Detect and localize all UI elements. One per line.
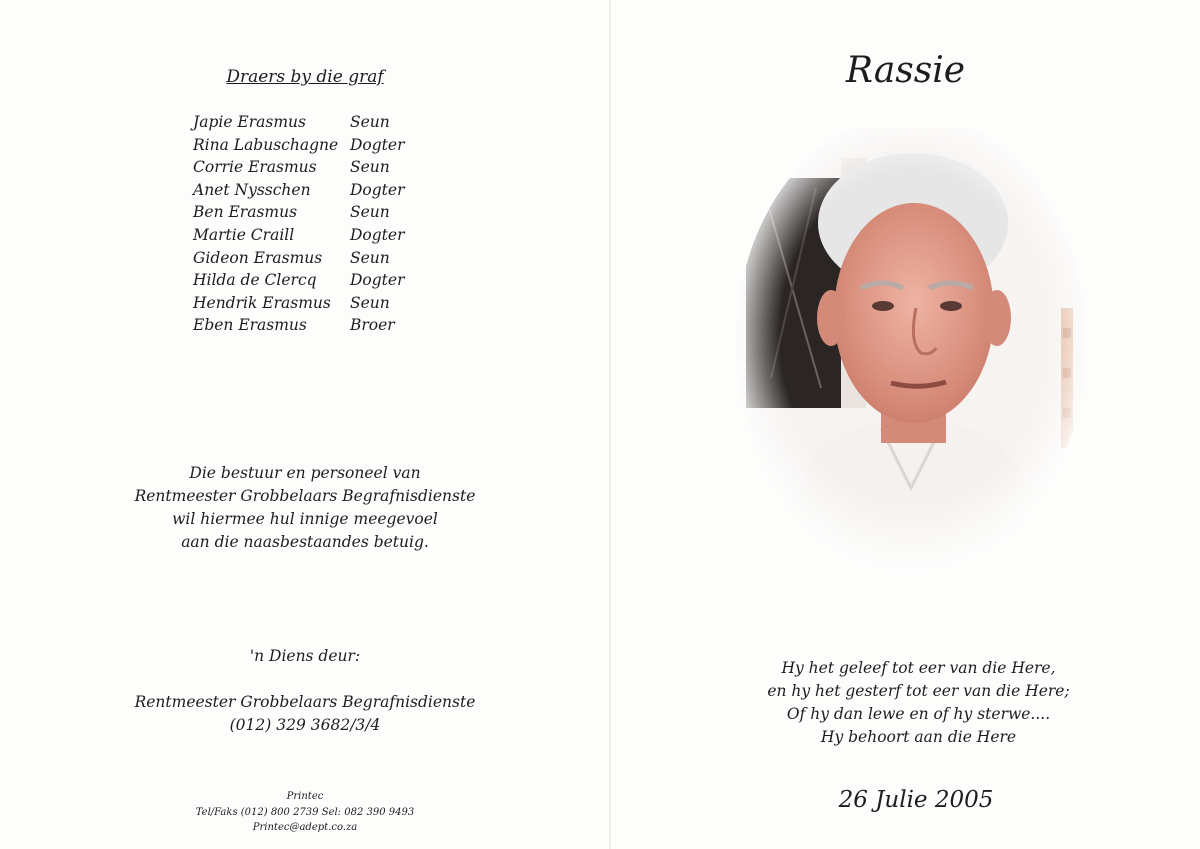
printer-contact: Tel/Faks (012) 800 2739 Sel: 082 390 9493 [195, 806, 415, 818]
bearer-name: Hendrik Erasmus [193, 293, 331, 312]
right-page [611, 0, 1200, 849]
list-item [193, 226, 405, 249]
printer-credit [0, 789, 610, 836]
bearer-relation: Dogter [350, 225, 405, 244]
list-item [193, 181, 405, 204]
portrait-photo [731, 128, 1091, 578]
service-provider [0, 691, 610, 737]
condolence-line: Rentmeester Grobbelaars Begrafnisdienste [134, 487, 476, 505]
bearer-name: Japie Erasmus [193, 113, 306, 131]
bearers-heading: Draers by die graf [226, 67, 384, 87]
bearers-list [193, 113, 405, 339]
verse-line: Hy het geleef tot eer van die Here, [781, 659, 1056, 677]
bearer-relation: Dogter [350, 271, 405, 290]
list-item [193, 294, 405, 317]
bearer-name: Anet Nysschen [193, 180, 311, 199]
bearer-relation: Seun [350, 203, 390, 222]
printer-email: Printec@adept.co.za [252, 822, 358, 833]
condolence-line: wil hiermee hul innige meegevoel [172, 510, 438, 528]
list-item [193, 271, 405, 294]
list-item [193, 158, 405, 181]
service-date: 26 Julie 2005 [838, 787, 994, 813]
bearer-name: Eben Erasmus [193, 316, 307, 335]
condolence-line: Die bestuur en personeel van [189, 464, 421, 482]
bearer-relation: Dogter [350, 135, 405, 154]
bearer-name: Corrie Erasmus [193, 158, 317, 177]
bearer-relation: Seun [350, 113, 390, 131]
verse-line: en hy het gesterf tot eer van die Here; [767, 682, 1070, 700]
list-item [193, 136, 405, 159]
verse-line: Hy behoort aan die Here [820, 728, 1017, 746]
service-company: Rentmeester Grobbelaars Begrafnisdienste [134, 693, 476, 711]
bearer-name: Rina Labuschagne [193, 135, 339, 154]
service-phone: (012) 329 3682/3/4 [229, 716, 381, 734]
bearer-name: Hilda de Clercq [193, 271, 317, 290]
bearer-name: Martie Craill [193, 225, 295, 244]
list-item [193, 249, 405, 272]
bearer-relation: Broer [350, 316, 395, 335]
bearer-relation: Dogter [350, 180, 405, 199]
deceased-name: Rassie [845, 50, 966, 91]
list-item [193, 203, 405, 226]
bearer-relation: Seun [350, 293, 390, 312]
condolence-message [0, 462, 610, 554]
memorial-verse [611, 657, 1200, 749]
verse-line: Of hy dan lewe en of hy sterwe.... [786, 705, 1051, 723]
list-item [193, 113, 405, 136]
bearer-relation: Seun [350, 248, 390, 267]
bearer-name: Ben Erasmus [193, 203, 298, 222]
bearer-name: Gideon Erasmus [193, 248, 323, 267]
condolence-line: aan die naasbestaandes betuig. [181, 533, 429, 551]
list-item [193, 316, 405, 339]
printer-name: Printec [286, 791, 324, 802]
service-label: 'n Diens deur: [249, 647, 361, 665]
bearer-relation: Seun [350, 158, 390, 177]
